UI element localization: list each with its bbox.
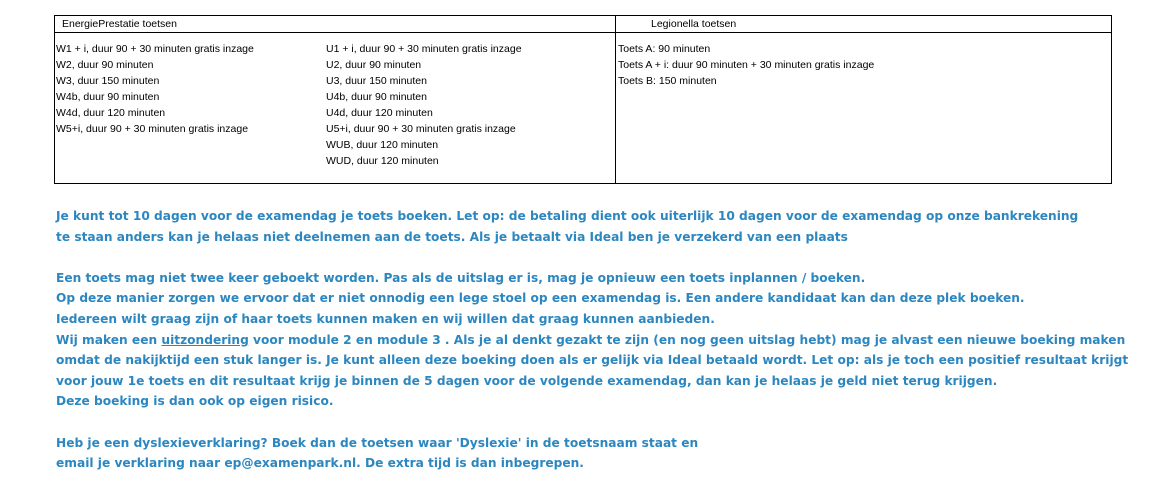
- info-line: [56, 330, 1136, 351]
- uitzondering-underlined: uitzondering: [161, 332, 249, 347]
- info-line: omdat de nakijktijd een stuk langer is. Je kunt alleen deze boeking doen als er gelijk via Ideal betaald wordt. Let op: als je toch een positief resultaat krijgt: [56, 353, 1129, 368]
- info-line: email je verklaring naar ep@examenpark.nl. De extra tijd is dan inbegrepen.: [56, 456, 584, 471]
- list-item: WUB, duur 120 minuten: [326, 139, 439, 151]
- header-energieprestatie: EnergiePrestatie toetsen: [62, 18, 177, 30]
- booking-info-text: [56, 206, 1136, 474]
- list-item: W3, duur 150 minuten: [56, 75, 160, 87]
- w-exam-list: [56, 41, 254, 137]
- info-line: te staan anders kan je helaas niet deelnemen aan de toets. Als je betaalt via Ideal ben je verzekerd van een plaats: [56, 229, 848, 244]
- info-text-part: voor module 2 en module 3 . Als je al denkt gezakt te zijn (en nog geen uitslag hebt) mag je alvast een nieuwe boeking maken: [248, 332, 1126, 347]
- info-line: Een toets mag niet twee keer geboekt worden. Pas als de uitslag er is, mag je opnieuw een toets inplannen / boeken.: [56, 270, 866, 285]
- list-item: U4b, duur 90 minuten: [326, 91, 427, 103]
- u-exam-list: [326, 41, 522, 169]
- info-line: Op deze manier zorgen we ervoor dat er niet onnodig een lege stoel op een examendag is. Een andere kandidaat kan dan deze plek boeken.: [56, 291, 1025, 306]
- info-line: Je kunt tot 10 dagen voor de examendag je toets boeken. Let op: de betaling dient ook uiterlijk 10 dagen voor de examendag op onze bankrekening: [56, 209, 1079, 223]
- list-item: Toets A: 90 minuten: [618, 43, 711, 55]
- list-item: U5+i, duur 90 + 30 minuten gratis inzage: [326, 123, 516, 135]
- list-item: U1 + i, duur 90 + 30 minuten gratis inzage: [326, 43, 522, 55]
- list-item: WUD, duur 120 minuten: [326, 155, 439, 167]
- table-header-row: [55, 16, 1111, 33]
- list-item: W4d, duur 120 minuten: [56, 107, 166, 119]
- list-item: Toets B: 150 minuten: [618, 75, 717, 87]
- list-item: W1 + i, duur 90 + 30 minuten gratis inzage: [56, 43, 254, 55]
- info-line: voor jouw 1e toets en dit resultaat krijg je binnen de 5 dagen voor de volgende examendag, dan kan je helaas je geld niet terug krijgen.: [56, 373, 998, 388]
- list-item: W2, duur 90 minuten: [56, 59, 154, 71]
- exam-table: [54, 15, 1112, 184]
- list-item: U3, duur 150 minuten: [326, 75, 427, 87]
- list-item: W5+i, duur 90 + 30 minuten gratis inzage: [56, 123, 249, 135]
- column-divider: [615, 16, 616, 183]
- info-line: Iedereen wilt graag zijn of haar toets kunnen maken en wij willen dat graag kunnen aanbieden.: [56, 311, 715, 326]
- list-item: U4d, duur 120 minuten: [326, 107, 433, 119]
- list-item: W4b, duur 90 minuten: [56, 91, 160, 103]
- legionella-exam-list: [618, 41, 874, 89]
- info-line: Heb je een dyslexieverklaring? Boek dan de toetsen waar 'Dyslexie' in de toetsnaam staat en: [56, 435, 699, 450]
- header-legionella: Legionella toetsen: [651, 18, 737, 30]
- info-line: Deze boeking is dan ook op eigen risico.: [56, 394, 334, 409]
- info-text-part: Wij maken een: [56, 332, 162, 347]
- list-item: Toets A + i: duur 90 minuten + 30 minuten gratis inzage: [618, 59, 875, 71]
- list-item: U2, duur 90 minuten: [326, 59, 422, 71]
